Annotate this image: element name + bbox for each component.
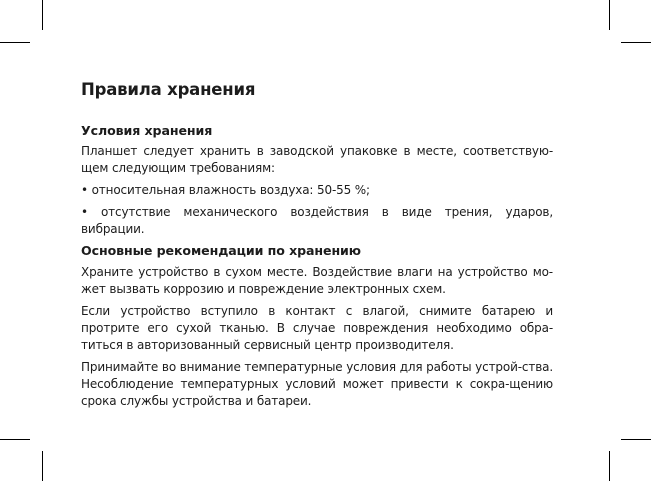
crop-mark-top-left-horizontal — [0, 42, 30, 43]
document-page — [81, 80, 553, 410]
crop-mark-top-right-vertical — [609, 0, 610, 30]
crop-mark-bottom-left-vertical — [42, 451, 43, 481]
page-title: Правила хранения — [81, 80, 256, 99]
paragraph: Планшет следует хранить в заводской упаковке в месте, соответствую-щем следующим требованиям: — [81, 144, 553, 175]
bullet-item-humidity: • относительная влажность воздуха: 50-55 %; — [81, 183, 370, 197]
section-heading-storage-conditions: Условия хранения — [81, 123, 213, 138]
crop-mark-top-right-horizontal — [621, 42, 651, 43]
crop-mark-bottom-left-horizontal — [0, 439, 30, 440]
section-heading-recommendations: Основные рекомендации по хранению — [81, 243, 361, 258]
crop-mark-bottom-right-vertical — [609, 451, 610, 481]
paragraph: Если устройство вступило в контакт с влагой, снимите батарею и протрите его сухой тканью. В случае повреждения необходимо обра-титься в авторизованный сервисный центр производителя. — [81, 304, 553, 352]
crop-mark-top-left-vertical — [42, 0, 43, 30]
crop-mark-bottom-right-horizontal — [621, 439, 651, 440]
paragraph: Принимайте во внимание температурные условия для работы устрой-ства. Несоблюдение температурных условий может привести к сокра-щению срока службы устройства и батареи. — [81, 360, 553, 408]
paragraph: Храните устройство в сухом месте. Воздействие влаги на устройство мо-жет вызвать коррозию и повреждение электронных схем. — [81, 265, 553, 296]
bullet-item-mechanical: • отсутствие механического воздействия в виде трения, ударов, вибрации. — [81, 205, 553, 236]
